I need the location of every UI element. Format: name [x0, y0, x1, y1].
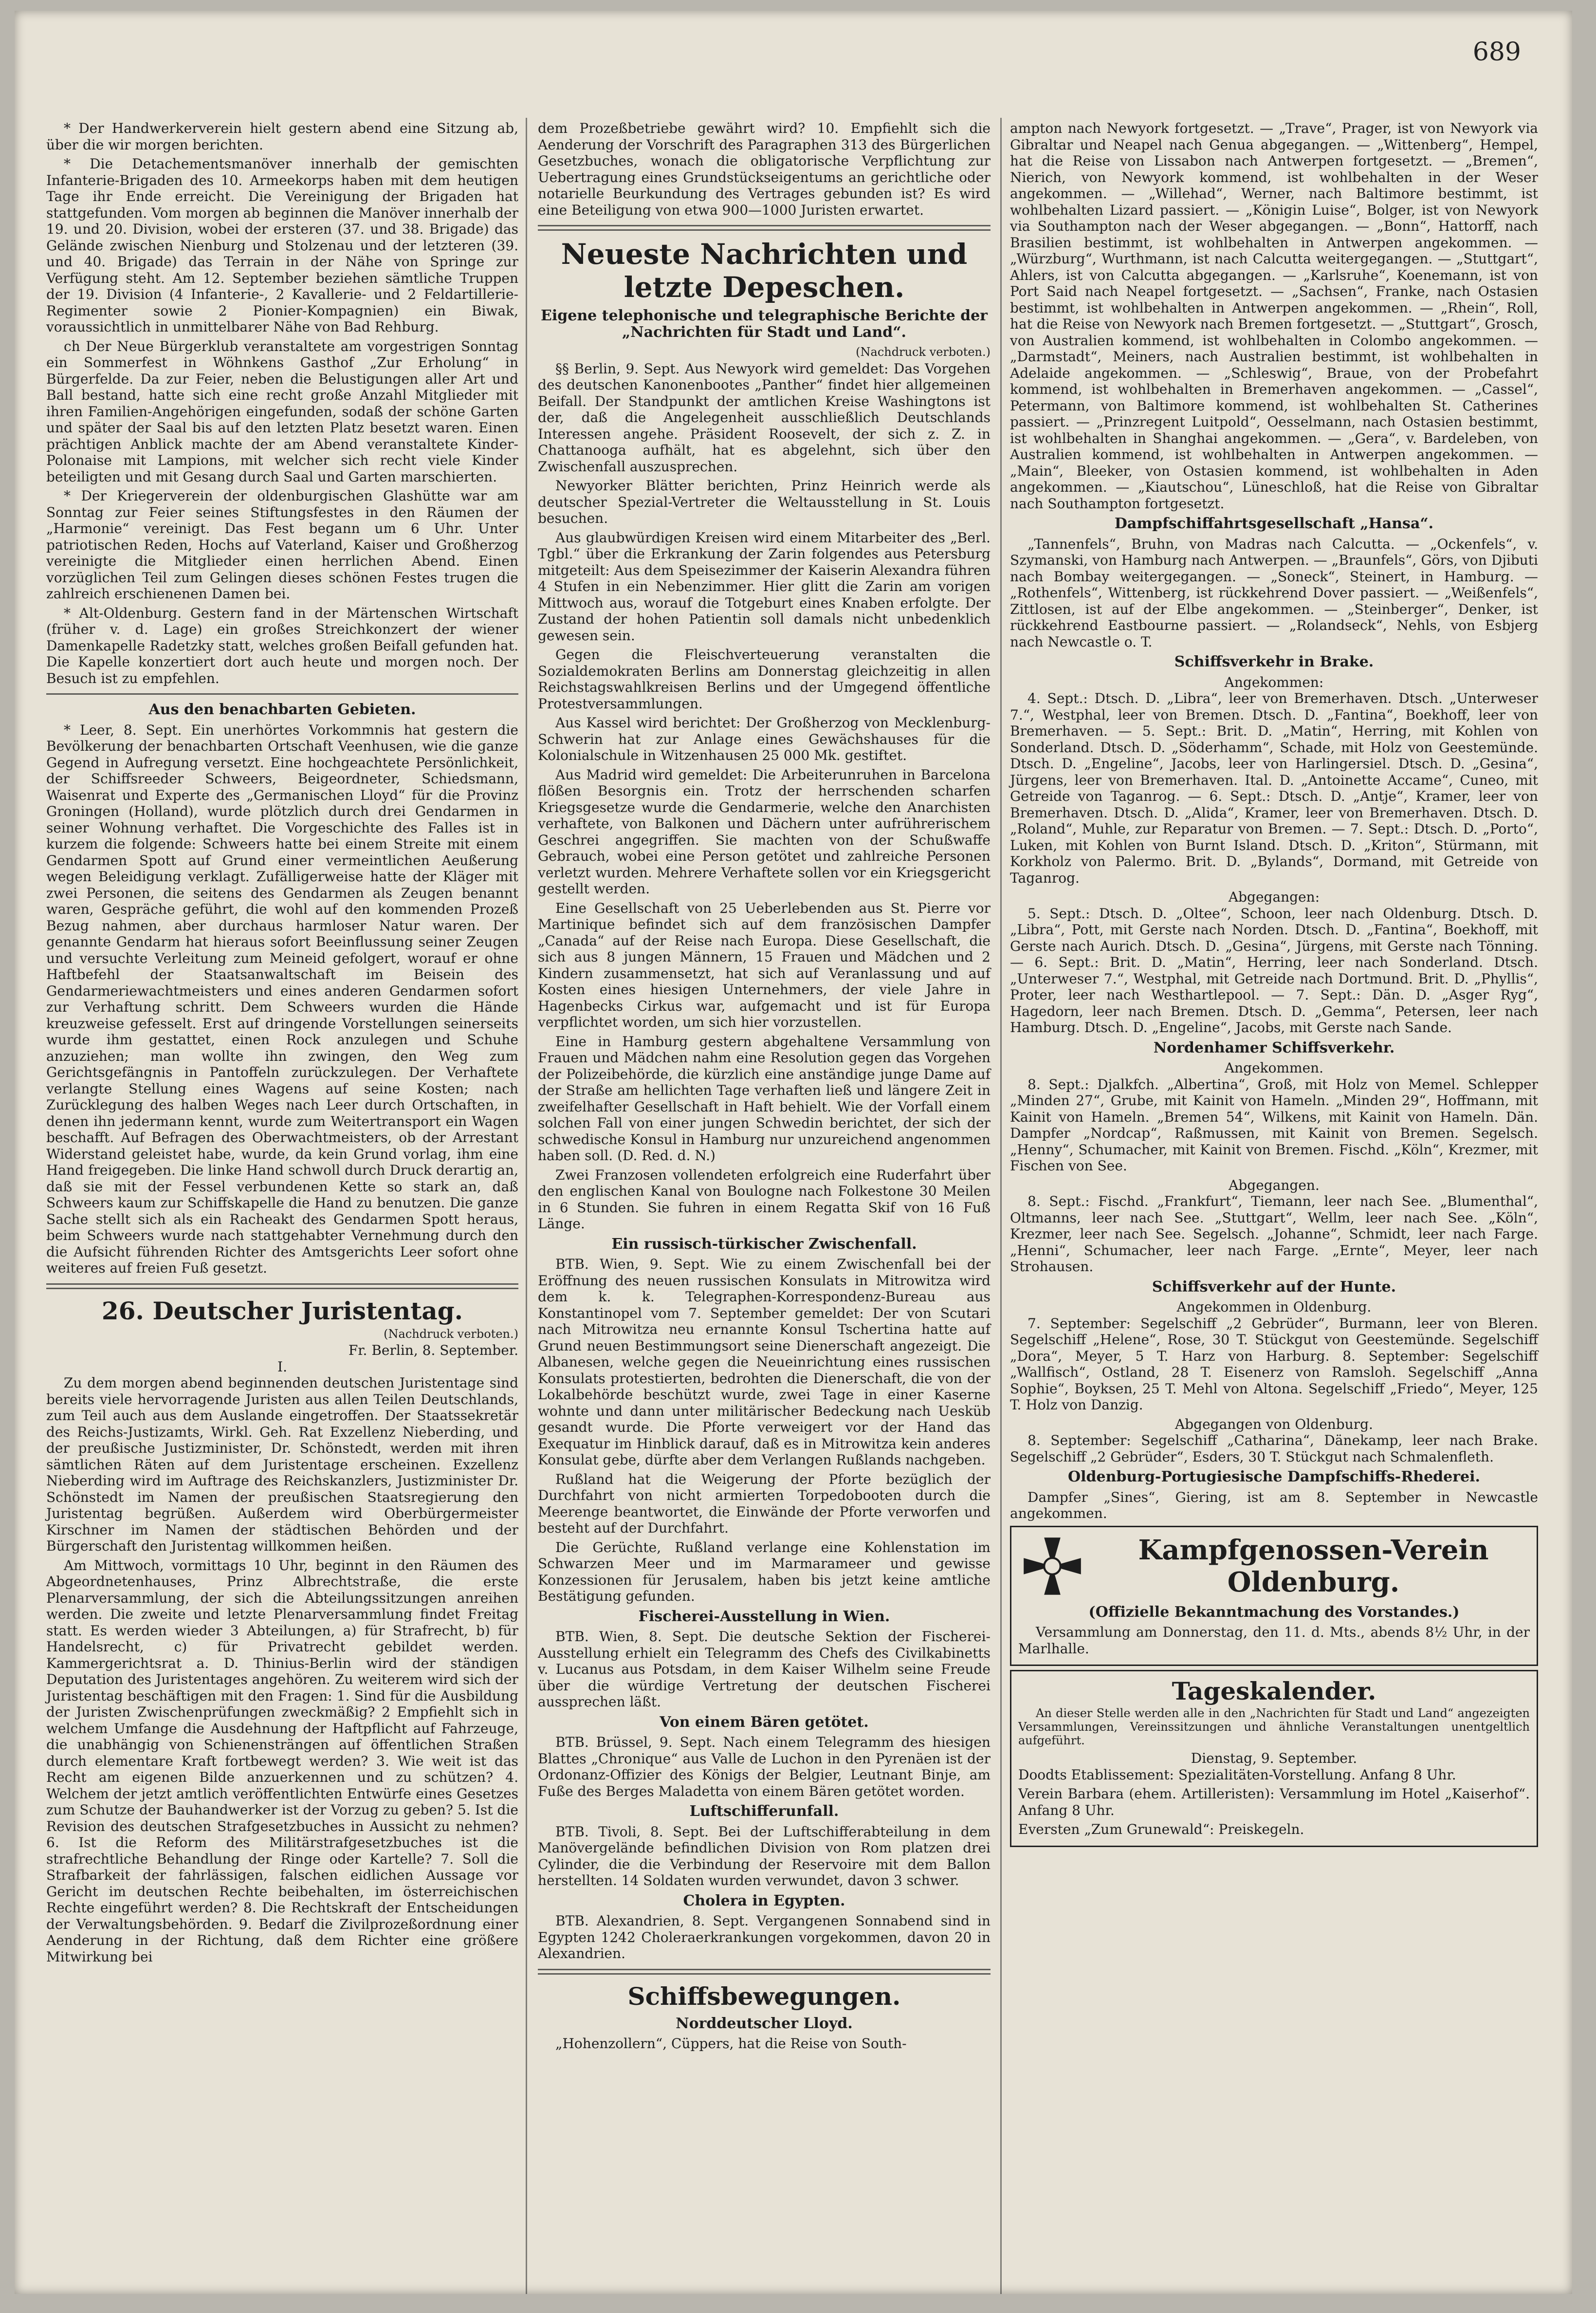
news-paragraph: Eine in Hamburg gestern abgehaltene Versammlung von Frauen und Mädchen nahm eine Resolution gegen das Vorgehen der Polizeibehörde, die kürzlich eine anständige junge Dame auf der Straße am hellichten Tage verhaften ließ und längere Zeit in zweifelhafter Gesellschaft in Haft behielt. Wie der Vorfall einem solchen Fall von einer jungen Schwedin berichtet, der sich der schwedische Konsul in Hamburg nur unzureichend angenommen haben soll. (D. Red. d. N.)	[538, 1033, 991, 1164]
shipping-heading: Schiffsverkehr in Brake.	[1174, 653, 1374, 670]
masthead-subtitle: Eigene telephonische und telegraphische Berichte der „Nachrichten für Stadt und Land“.	[541, 307, 988, 341]
column-2	[538, 120, 991, 2055]
column-rule	[526, 118, 527, 2294]
column-1	[46, 120, 518, 1968]
news-heading: Von einem Bären getötet.	[660, 1713, 869, 1731]
news-paragraph: BTB. Wien, 8. Sept. Die deutsche Sektion der Fischerei-Ausstellung erhielt ein Telegramm des Chefs des Civilkabinetts v. Lucanus aus Potsdam, in dem Kaiser Wilhelm seine Freude über die würdige Vertretung der deutschen Fischerei aussprechen läßt.	[538, 1628, 991, 1710]
news-heading: Ein russisch-türkischer Zwischenfall.	[611, 1235, 917, 1253]
tageskalender	[1010, 1670, 1538, 1847]
news-paragraph: Newyorker Blätter berichten, Prinz Heinrich werde als deutscher Spezial-Vertreter die Weltausstellung in St. Louis besuchen.	[538, 478, 991, 526]
news-paragraph: Die Gerüchte, Rußland verlange eine Kohlenstation im Schwarzen Meer und im Marmarameer und gewisse Konzessionen für Jerusalem, haben bis jetzt keine amtliche Bestätigung gefunden.	[538, 1539, 991, 1604]
divider	[538, 225, 991, 231]
news-paragraph: Rußland hat die Weigerung der Pforte bezüglich der Durchfahrt von nicht armierten Torpedobooten durch die Meerenge beantwortet, die Einwände der Pforte verworfen und besteht auf der Durchfahrt.	[538, 1471, 991, 1536]
reprint-note: (Nachdruck verboten.)	[384, 1327, 518, 1341]
tageskalender-date: Dienstag, 9. September.	[1191, 1750, 1358, 1766]
news-paragraph: Zwei Franzosen vollendeten erfolgreich eine Ruderfahrt über den englischen Kanal von Boulogne nach Folkestone 30 Meilen in 6 Stunden. Sie fuhren in einem Regatta Skif von 16 Fuß Länge.	[538, 1166, 991, 1232]
article-paragraph: Am Mittwoch, vormittags 10 Uhr, beginnt in den Räumen des Abgeordnetenhauses, Prinz Albrechtstraße, die erste Plenarversammlung, der sich die Abteilungssitzungen anreihen werden. Die zweite und letzte Plenarversammlung findet Freitag statt. Es werden wieder 3 Abteilungen, a) für Strafrecht, b) für Handelsrecht, c) für Privatrecht gebildet werden. Kammergerichtsrat a. D. Thinius-Berlin wird der ständigen Deputation des Juristentages angehören. Zu weiterem wird sich der Juristentag beschäftigen mit den Fragen: 1. Sind für die Ausbildung der Juristen Zwischenprüfungen zweckmäßig? 2 Empfiehlt sich in welchem Umfange die Ausdehnung der Haftpflicht auf Fahrzeuge, die unabhängig von Schienensträngen auf öffentlichen Straßen durch elementare Kraft fortbewegt werden? 3. Wie weit ist das Recht am eigenen Bilde anzuerkennen und zu schützen? 4. Welchem der jetzt amtlich veröffentlichten Entwürfe eines Gesetzes zum Schutze der Bauhandwerker ist der Vorzug zu geben? 5. Ist die Revision des deutschen Strafgesetzbuches in Aussicht zu nehmen? 6. Ist die Reform des Militärstrafgesetzbuches ist die strafrechtliche Behandlung der Ringe oder Kartelle? 7. Soll die Strafbarkeit der fahrlässigen, falschen eidlichen Aussage vor Gericht im deutschen Rechte beibehalten, im österreichischen Rechte eingeführt werden? 8. Die Rechtskraft der Entscheidungen der Verwaltungsbehörden. 9. Bedarf die Zivilprozeßordnung einer Aenderung in der Richtung, daß dem Richter eine größere Mitwirkung bei	[46, 1557, 518, 1965]
tageskalender-item: Doodts Etablissement: Spezialitäten-Vorstellung. Anfang 8 Uhr.	[1018, 1766, 1456, 1783]
part-number: I.	[277, 1358, 287, 1375]
shipping-paragraph: ampton nach Newyork fortgesetzt. — „Trave“, Prager, ist von Newyork via Gibraltar und Neapel nach Genua abgegangen. — „Wittenberg“, Hempel, hat die Reise von Lissabon nach Antwerpen fortgesetzt. — „Bremen“, Nierich, von Newyork kommend, ist wohlbehalten in der Weser angekommen. — „Willehad“, Werner, nach Baltimore bestimmt, ist wohlbehalten Lizard passiert. — „Königin Luise“, Bolger, ist von Newyork via Southampton nach der Weser abgegangen. — „Bonn“, Hattorff, nach Brasilien bestimmt, ist wohlbehalten in Antwerpen angekommen. — „Würzburg“, Wurthmann, ist nach Calcutta weitergegangen. — „Stuttgart“, Ahlers, ist von Calcutta abgegangen. — „Karlsruhe“, Koenemann, ist von Port Said nach Neapel fortgesetzt. — „Sachsen“, Franke, nach Ostasien bestimmt, ist wohlbehalten in Antwerpen angekommen. — „Rhein“, Roll, hat die Reise von Newyork nach Bremen fortgesetzt. — „Stuttgart“, Grosch, von Australien kommend, ist wohlbehalten in Colombo angekommen. — „Darmstadt“, Meiners, nach Australien bestimmt, ist wohlbehalten in Adelaide angekommen. — „Schleswig“, Braue, von der Probefahrt kommend, ist wohlbehalten in Bremerhaven angekommen. — „Cassel“, Petermann, von Baltimore kommend, ist wohlbehalten St. Catherines passiert. — „Prinzregent Luitpold“, Oesselmann, nach Ostasien bestimmt, ist wohlbehalten in Shanghai angekommen. — „Gera“, v. Bardeleben, von Australien kommend, ist wohlbehalten in Antwerpen angekommen. — „Main“, Bleeker, von Ostasien kommend, ist wohlbehalten in Aden angekommen. — „Kiautschou“, Lüneschloß, hat die Reise von Gibraltar nach Southampton fortgesetzt.	[1010, 120, 1538, 512]
tageskalender-title: Tageskalender.	[1172, 1677, 1376, 1705]
shipping-subheading: Abgegangen von Oldenburg.	[1175, 1416, 1373, 1432]
shipping-heading: Oldenburg-Portugiesische Dampfschiffs-Rhederei.	[1068, 1468, 1480, 1485]
shipping-paragraph: 7. September: Segelschiff „2 Gebrüder“, Burmann, leer von Bleren. Segelschiff „Helene“, Rose, 30 T. Stückgut von Geestemünde. Segelschiff „Dora“, Meyer, 5 T. Harz von Harburg. 8. September: Segelschiff „Wallfisch“, Ostland, 28 T. Eisenerz von Ramsloh. Segelschiff „Anna Sophie“, Boyksen, 25 T. Mehl von Altona. Segelschiff „Friedo“, Meyer, 125 T. Holz von Danzig.	[1010, 1315, 1538, 1413]
article-paragraph: * Der Kriegerverein der oldenburgischen Glashütte war am Sonntag zur Feier seines Stiftungsfestes in den Räumen der „Harmonie“ vereinigt. Das Fest begann um 6 Uhr. Unter patriotischen Reden, Hochs auf Vaterland, Kaiser und Großherzog vereinigte die Mitglieder einen herrlichen Abend. Einen vorzüglichen Teil zum Gelingen dieses schönen Festes trugen die zahlreich erschienenen Damen bei.	[46, 488, 518, 602]
section-title: Schiffsbewegungen.	[627, 1981, 901, 2011]
verein-text: Versammlung am Donnerstag, den 11. d. Mts., abends 8½ Uhr, in der Marlhalle.	[1018, 1624, 1530, 1657]
shipping-paragraph: 8. September: Segelschiff „Catharina“, Dänekamp, leer nach Brake. Segelschiff „2 Gebrüder“, Esders, 30 T. Stückgut nach Schmalenfleth.	[1010, 1432, 1538, 1465]
divider	[538, 1969, 991, 1975]
shipping-subheading: Abgegangen.	[1229, 1177, 1320, 1193]
news-paragraph: Aus Madrid wird gemeldet: Die Arbeiterunruhen in Barcelona flößen Besorgnis ein. Trotz der herrschenden scharfen Kriegsgesetze wurde die Gendarmerie, welche den Anarchisten verhaftete, von Balkonen und Dächern unter aufrührerischem Geschrei angegriffen. Sie machten von der Schußwaffe Gebrauch, wobei eine Person getötet und zahlreiche Personen verletzt wurden. Mehrere Verhaftete sollen vor ein Kriegsgericht gestellt werden.	[538, 766, 991, 897]
news-paragraph: Aus Kassel wird berichtet: Der Großherzog von Mecklenburg-Schwerin hat zur Anlage eines Gewächshauses für die Kolonialschule in Witzenhausen 25 000 Mk. gestiftet.	[538, 715, 991, 763]
news-paragraph: Gegen die Fleischverteuerung veranstalten die Sozialdemokraten Berlins am Donnerstag gleichzeitig in allen Reichstagswahlkreisen Berlins und der Umgegend öffentliche Protestversammlungen.	[538, 647, 991, 712]
shipping-heading: Schiffsverkehr auf der Hunte.	[1152, 1278, 1396, 1295]
news-paragraph: Aus glaubwürdigen Kreisen wird einem Mitarbeiter des „Berl. Tgbl.“ über die Erkrankung der Zarin folgendes aus Petersburg mitgeteilt: Aus dem Speisezimmer der Kaiserin Alexandra führen 4 Stufen in ein Nebenzimmer. Hier glitt die Zarin am vorigen Mittwoch aus, worauf die Totgeburt eines Knaben erfolgte. Der Zustand der hohen Patientin soll damals nicht unbedenklich gewesen sein.	[538, 529, 991, 644]
shipping-subheading: Angekommen in Oldenburg.	[1176, 1299, 1372, 1315]
shipping-paragraph: 8. Sept.: Fischd. „Frankfurt“, Tiemann, leer nach See. „Blumenthal“, Oltmanns, leer nach See. „Stuttgart“, Wellm, leer nach See. „Köln“, Krezmer, leer nach See. Segelsch. „Johanne“, Schmidt, leer nach Farge. „Henni“, Schumacher, leer nach Farge. „Ernte“, Meyer, leer nach Strohausen.	[1010, 1193, 1538, 1275]
shipping-paragraph: „Tannenfels“, Bruhn, von Madras nach Calcutta. — „Ockenfels“, v. Szymanski, von Hamburg nach Antwerpen. — „Braunfels“, Görs, von Djibuti nach Bombay weitergegangen. — „Soneck“, Steinert, in Hamburg. — „Rothenfels“, Wittenberg, ist rückkehrend Dover passiert. — „Weißenfels“, Zittlosen, ist auf der Elbe angekommen. — „Steinberger“, Denker, ist rückkehrend Eastbourne passiert. — „Rolandseck“, Nehls, von Esbjerg nach Newcastle o. T.	[1010, 536, 1538, 650]
news-paragraph: BTB. Alexandrien, 8. Sept. Vergangenen Sonnabend sind in Egypten 1242 Cholerаerkrankungen vorgekommen, davon 20 in Alexandrien.	[538, 1913, 991, 1961]
article-paragraph: Zu dem morgen abend beginnenden deutschen Juristentage sind bereits viele hervorragende Juristen aus allen Teilen Deutschlands, zum Teil auch aus dem Auslande eingetroffen. Der Staatssekretär des Reichs-Justizamts, Wirkl. Geh. Rat Exzellenz Nieberding, und der preußische Justizminister, Dr. Schönstedt, werden mit ihren sämtlichen Räten auf dem Juristentage erscheinen. Exzellenz Nieberding wird im Auftrage des Reichskanzlers, Justizminister Dr. Schönstedt im Namen der preußischen Staatsregierung den Juristentag begrüßen. Außerdem wird Oberbürgermeister Kirschner im Namen der städtischen Behörden und der Bürgerschaft den Juristentag willkommen heißen.	[46, 1375, 518, 1554]
column-3	[1010, 120, 1538, 1847]
shipping-paragraph: Dampfer „Sines“, Giering, ist am 8. September in Newcastle angekommen.	[1010, 1489, 1538, 1521]
article-paragraph: ch Der Neue Bürgerklub veranstaltete am vorgestrigen Sonntag ein Sommerfest in Wöhnkens Gasthof „Zur Erholung“ in Bürgerfelde. Da zur Feier, neben die Belustigungen aller Art und Ball bestand, hatte sich eine recht große Anzahl Mitglieder mit ihren Familien-Angehörigen eingefunden, sodaß der schöne Garten und später der Saal bis auf den letzten Platz besetzt waren. Einen prächtigen Anblick machte der am Abend veranstaltete Kinder-Polonaise mit Lampions, mit welcher sich recht viele Kinder beteiligten und mit Gesang durch Saal und Garten marschierten.	[46, 338, 518, 485]
shipping-paragraph: 4. Sept.: Dtsch. D. „Libra“, leer von Bremerhaven. Dtsch. „Unterweser 7.“, Westphal, leer von Bremen. Dtsch. D. „Fantina“, Boekhoff, leer von Bremerhaven. — 5. Sept.: Brit. D. „Matin“, Herring, mit Kohlen von Sonderland. Dtsch. D. „Söderhamm“, Schade, mit Holz von Geestemünde. Dtsch. D. „Engeline“, Jacobs, leer von Harlingersiel. Dtsch. D. „Gesina“, Jürgens, leer von Bremerhaven. Ital. D. „Antoinette Accame“, Cuneo, mit Getreide von Taganrog. — 6. Sept.: Dtsch. D. „Antje“, Kramer, leer von Bremerhaven. Dtsch. D. „Alida“, Kramer, leer von Bremerhaven. Dtsch. D. „Roland“, Muhle, zur Reparatur von Bremen. — 7. Sept.: Dtsch. D. „Porto“, Luken, mit Kohlen von Burnt Island. Dtsch. D. „Kriton“, Stürmann, mit Korkholz von Palermo. Brit. D. „Bylands“, Dormand, mit Getreide von Taganrog.	[1010, 690, 1538, 886]
column-rule	[1000, 118, 1002, 2294]
news-paragraph: Eine Gesellschaft von 25 Ueberlebenden aus St. Pierre vor Martinique befindet sich auf dem französischen Dampfer „Canada“ auf der Reise nach Europa. Diese Gesellschaft, die sich aus 8 jungen Männern, 15 Frauen und Mädchen und 2 Kindern zusammensetzt, hat sich auf Veranlassung und auf Kosten eines hiesigen Unternehmers, der viele Jahre in Hagenbecks Cirkus war, aufgemacht und ist für Europa verpflichtet worden, um sich hier vorzustellen.	[538, 900, 991, 1030]
verein-title: Kampfgenossen-Verein Oldenburg.	[1138, 1534, 1489, 1598]
article-paragraph: dem Prozeßbetriebe gewährt wird? 10. Empfiehlt sich die Aenderung der Vorschrift des Paragraphen 313 des Bürgerlichen Gesetzbuches, wonach die obligatorische Verpflichtung zur Uebertragung eines Grundstückseigentums an gerichtliche oder notarielle Beurkundung des Vertrages gebunden ist? Es wird eine Beteiligung von etwa 900—1000 Juristen erwartet.	[538, 120, 991, 218]
news-heading: Cholera in Egypten.	[683, 1892, 845, 1909]
masthead-title: Neueste Nachrichten und letzte Depeschen.	[561, 238, 968, 304]
tageskalender-note: An dieser Stelle werden alle in den „Nachrichten für Stadt und Land“ angezeigten Versammlungen, Vereinssitzungen und ähnliche Veranstaltungen unentgeltlich aufgeführt.	[1018, 1706, 1530, 1747]
article-paragraph: * Die Detachementsmanöver innerhalb der gemischten Infanterie-Brigaden des 10. Armeekorps haben mit dem heutigen Tage ihr Ende erreicht. Die Vereinigung der Brigaden hat stattgefunden. Vom morgen ab beginnen die Manöver innerhalb der 19. und 20. Division, wobei der ersteren (37. und 38. Brigade) das Gelände zwischen Nienburg und Stolzenau und der letzteren (39. und 40. Brigade) das Terrain in der Nähe von Springe zur Verfügung steht. Am 12. September beziehen sämtliche Truppen der 19. Division (4 Infanterie-, 2 Kavallerie- und 2 Feldartillerie-Regimenter sowie 2 Pionier-Kompagnien) ein Biwak, voraussichtlich in unmittelbarer Nähe von Bad Rehburg.	[46, 156, 518, 335]
news-heading: Luftschifferunfall.	[689, 1803, 839, 1820]
news-paragraph: BTB. Tivoli, 8. Sept. Bei der Luftschifferabteilung in dem Manövergelände befindlichen Division von Rom platzen drei Cylinder, die die Verbindung der Reservoire mit dem Ballon herstellten. 14 Soldaten wurden verwundet, davon 3 schwer.	[538, 1823, 991, 1888]
news-paragraph: BTB. Wien, 9. Sept. Wie zu einem Zwischenfall bei der Eröffnung des neuen russischen Konsulats in Mitrowitza wird dem k. k. Telegraphen-Korrespondenz-Bureau aus Konstantinopel vom 7. September gemeldet: Der von Scutari nach Mitrowitza neu ernannte Konsul Tschertina hatte auf Grund neuen Bestimmungsort seine Dienerschaft angezeigt. Die Albanesen, welche gegen die Neueinrichtung eines russischen Konsulats protestierten, bedrohten die Dienerschaft, die von der Lokalbehörde beschützt wurde, zwei Tage in einer Kaserne wohnte und dann unter militärischer Bedeckung nach Uesküb gesandt wurde. Die Pforte verweigert vor der Hand das Exequatur im Hinblick darauf, daß es in Mitrowitza kein anderes Konsulat gebe, dürfte aber dem Verlangen Rußlands nachgeben.	[538, 1256, 991, 1468]
news-paragraph: §§ Berlin, 9. Sept. Aus Newyork wird gemeldet: Das Vorgehen des deutschen Kanonenbootes „Panther“ findet hier allgemeinen Beifall. Der Standpunkt der amtlichen Kreise Washingtons ist der, daß die Angelegenheit ausschließlich Deutschlands Interessen angehe. Präsident Roosevelt, der sich z. Z. in Chattanooga aufhält, hat es abgelehnt, sich über den Zwischenfall auszusprechen.	[538, 360, 991, 475]
article-paragraph: * Der Handwerkerverein hielt gestern abend eine Sitzung ab, über die wir morgen berichten.	[46, 120, 518, 153]
shipping-paragraph: 8. Sept.: Djalkfch. „Albertina“, Groß, mit Holz von Memel. Schlepper „Minden 27“, Grube, mit Kainit von Hameln. „Minden 29“, Hoffmann, mit Kainit von Hameln. „Bremen 54“, Wilkens, mit Kainit von Hameln. Dän. Dampfer „Nordcap“, Raßmussen, mit Kainit von Bremen. Segelsch. „Henny“, Schumacher, mit Kainit von Bremen. Fischd. „Köln“, Krezmer, mit Fischen von See.	[1010, 1076, 1538, 1174]
section-heading: Aus den benachbarten Gebieten.	[148, 701, 416, 718]
verein-subtitle: (Offizielle Bekanntmachung des Vorstandes.)	[1088, 1603, 1460, 1621]
tageskalender-item: Verein Barbara (ehem. Artilleristen): Versammlung im Hotel „Kaiserhof“. Anfang 8 Uhr.	[1018, 1786, 1530, 1818]
shipping-subheading: Angekommen.	[1224, 1060, 1324, 1076]
article-title: 26. Deutscher Juristentag.	[101, 1296, 463, 1325]
article-paragraph: * Leer, 8. Sept. Ein unerhörtes Vorkommnis hat gestern die Bevölkerung der benachbarten Ortschaft Veenhusen, wie die ganze Gegend in Aufregung versetzt. Eine hochgeachtete Persönlichkeit, der Schiffsreeder Schweers, Beigeordneter, Schiedsmann, Waisenrat und Experte des „Germanischen Lloyd“ für die Provinz Groningen (Holland), wurde plötzlich durch drei Gendarmen in seiner Wohnung verhaftet. Die Vorgeschichte des Falles ist in kurzem die folgende: Schweers hatte bei einem Streite mit einem Gendarmen Spott auf Grund einer vermeintlichen Aeußerung wegen Beleidigung verklagt. Zufälligerweise hatte der Kläger mit zwei Personen, die seitens des Gendarmen als Zeugen benannt waren, Gespräche geführt, die wohl auf den kommenden Prozeß Bezug nahmen, aber durchaus harmloser Natur waren. Der genannte Gendarm hat hieraus sofort Beeinflussung seiner Zeugen und versuchte Verleitung zum Meineid gefolgert, worauf er ohne Haftbefehl der Staatsanwaltschaft im Beisein des Gendarmeriewachtmeisters und eines anderen Gendarmen sofort zur Verhaftung schritt. Dem Schweers wurden die Hände kreuzweise gefesselt. Erst auf dringende Vorstellungen seinerseits wurde ihm gestattet, einen Rock anzulegen und Schuhe anzuziehen; man wollte ihn zwingen, den Weg zum Gerichtsgefängnis in Pantoffeln zurückzulegen. Der Verhaftete verlangte Stellung eines Wagens auf seine Kosten; nach Zurücklegung des halben Weges nach Leer durch Ortschaften, in denen ihn jedermann kennt, wurde zum Weitertransport ein Wagen beschafft. Auf Befragen des Oberwachtmeisters, ob der Arrestant Widerstand geleistet habe, wurde, da kein Grund vorlag, ihm eine Hand freigegeben. Die linke Hand schwoll durch Druck derartig an, daß sie mit der Fessel verbundenen Kette so stark an, daß Schweers kaum zur Schiffskapelle die Hand zu benutzen. Die ganze Sache stellt sich als ein Racheakt des Gendarmen Spott heraus, beim Schweers wurde nach stattgehabter Vernehmung durch den die Aufsicht führenden Richter des Amtsgerichts Leer sofort ohne weiteres auf freien Fuß gesetzt.	[46, 722, 518, 1276]
iron-cross-icon	[1018, 1532, 1086, 1600]
shipping-subheading: Abgegangen:	[1228, 889, 1320, 905]
divider	[46, 1283, 518, 1289]
divider	[46, 693, 518, 695]
news-heading: Fischerei-Ausstellung in Wien.	[638, 1608, 890, 1625]
shipping-paragraph: 5. Sept.: Dtsch. D. „Oltee“, Schoon, leer nach Oldenburg. Dtsch. D. „Libra“, Pott, mit Gerste nach Norden. Dtsch. D. „Fantina“, Boekhoff, mit Gerste nach Aurich. Dtsch. D. „Gesina“, Jürgens, mit Gerste nach Tönning. — 6. Sept.: Brit. D. „Matin“, Herring, leer nach Sonderland. Dtsch. „Unterweser 7.“, Westphal, mit Getreide nach Dortmund. Brit. D. „Phyllis“, Proter, leer nach Westhartlepool. — 7. Sept.: Dän. D. „Asger Ryg“, Hagedorn, leer nach Bremen. Dtsch. D. „Gemma“, Petersen, leer nach Hamburg. Dtsch. D. „Engeline“, Jacobs, mit Gerste nach Sande.	[1010, 905, 1538, 1036]
verein-advertisement	[1010, 1526, 1538, 1666]
news-paragraph: BTB. Brüssel, 9. Sept. Nach einem Telegramm des hiesigen Blattes „Chronique“ aus Valle de Luchon in den Pyrenäen ist der Ordonanz-Offizier des Königs der Belgier, Leutnant Binje, am Fuße des Berges Maladetta von einem Bären getötet worden.	[538, 1734, 991, 1799]
shipping-subheading: Angekommen:	[1224, 674, 1324, 690]
dateline: Fr. Berlin, 8. September.	[348, 1342, 518, 1358]
newspaper-page	[15, 11, 1572, 2294]
article-paragraph: * Alt-Oldenburg. Gestern fand in der Märtenschen Wirtschaft (früher v. d. Lage) ein großes Streichkonzert der wiener Damenkapelle Radetzky statt, welches großen Beifall gefunden hat. Die Kapelle konzertiert dort auch heute und morgen noch. Der Besuch ist zu empfehlen.	[46, 605, 518, 686]
shipping-heading: Nordenhamer Schiffsverkehr.	[1153, 1039, 1395, 1056]
news-paragraph: „Hohenzollern“, Cüppers, hat die Reise von South-	[555, 2035, 907, 2052]
reprint-note: (Nachdruck verboten.)	[856, 345, 991, 359]
shipping-heading: Dampfschiffahrtsgesellschaft „Hansa“.	[1114, 515, 1434, 532]
tageskalender-item: Eversten „Zum Grunewald“: Preiskegeln.	[1018, 1821, 1304, 1837]
section-subtitle: Norddeutscher Lloyd.	[676, 2015, 853, 2032]
page-number: 689	[1472, 37, 1521, 67]
